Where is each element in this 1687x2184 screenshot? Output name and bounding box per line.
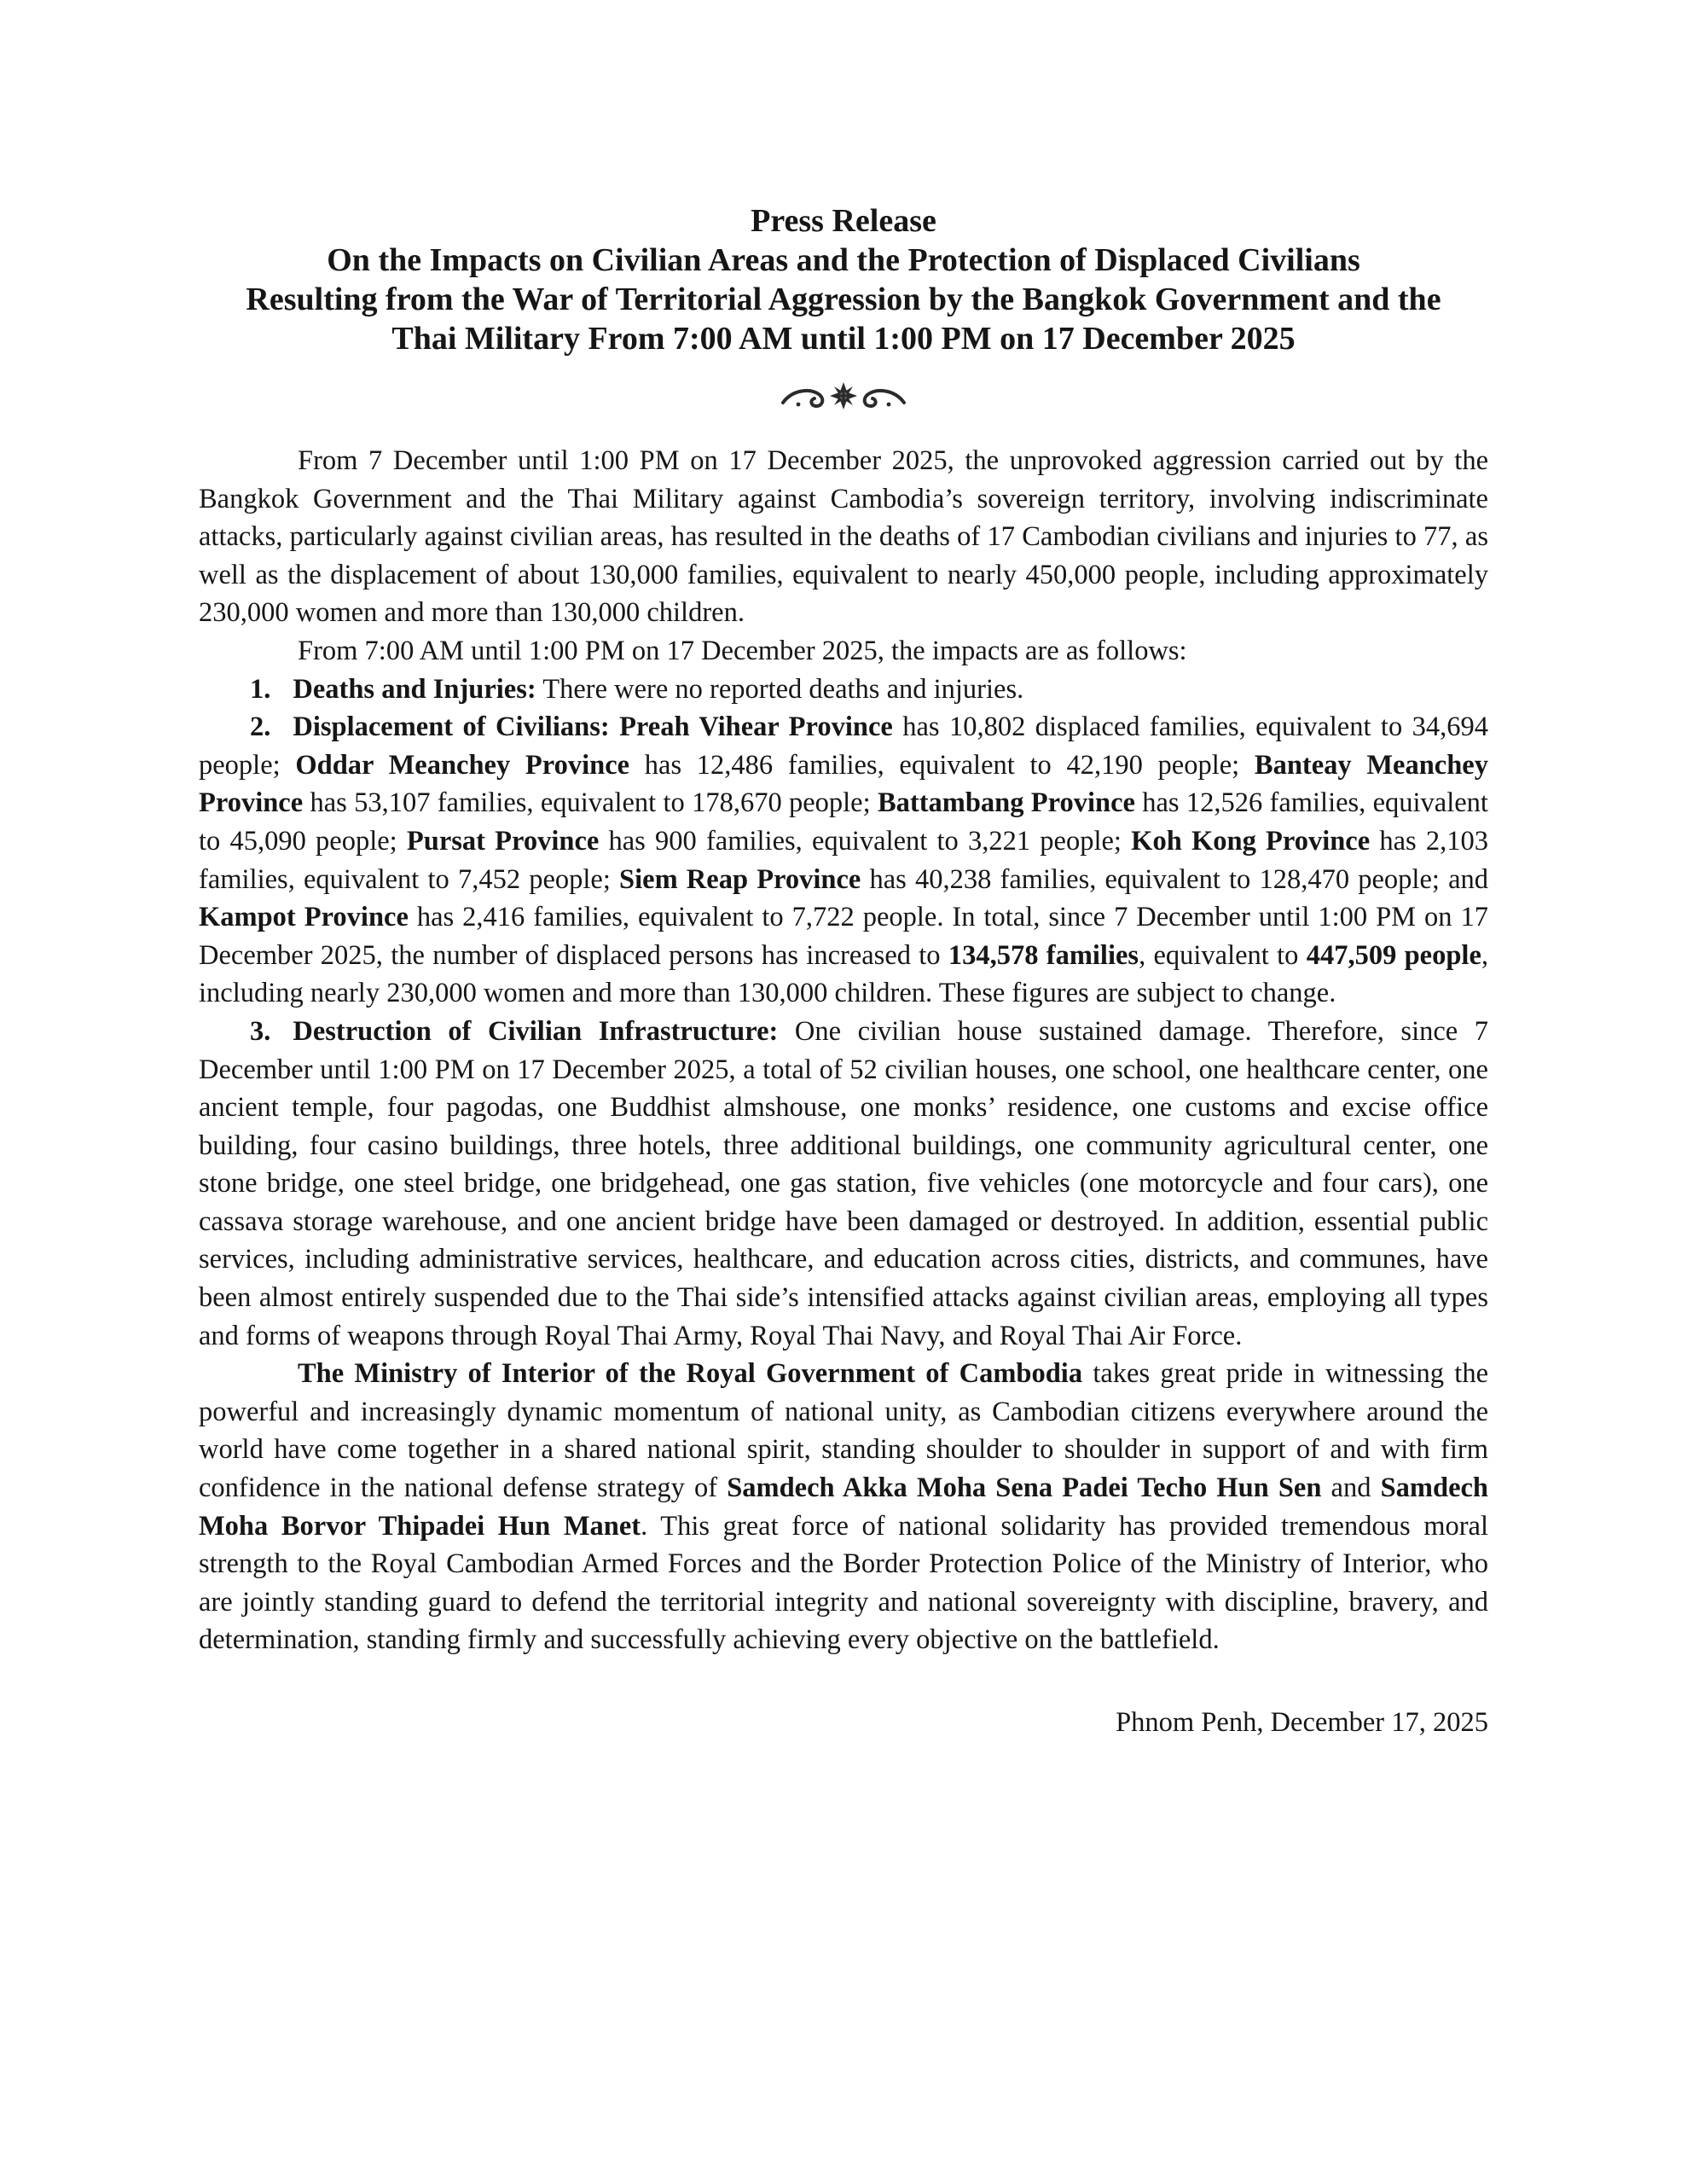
text-run: . This great force of national solidarity has provided tremendous moral strength to the Royal Cambodian Armed Forces and the Border Protection Police of the Ministry of Interior, who are jointly standing guard to defend the territorial integrity and national sovereignty with discipline, bravery, and determination, standing firmly and successfully achieving every objective on the battlefield. xyxy=(199,1510,1489,1656)
text-run: , including nearly 230,000 women and more than 130,000 children. These figures are subject to change. xyxy=(199,939,1488,1009)
text-run: There were no reported deaths and injuries. xyxy=(536,673,1024,705)
text-run: and xyxy=(1321,1472,1381,1504)
page-content xyxy=(199,0,1488,1742)
list-number: 1. xyxy=(250,673,271,705)
text-run: From 7:00 AM until 1:00 PM on 17 December 2025, the impacts are as follows: xyxy=(298,635,1187,666)
text-run: Koh Kong Province xyxy=(1131,825,1371,857)
list-item-1 xyxy=(199,671,1488,709)
text-run: has 40,238 families, equivalent to 128,470 people; and xyxy=(861,863,1488,895)
document-body xyxy=(199,442,1488,1659)
title-line-1: Press Release xyxy=(751,203,936,239)
text-run: has 900 families, equivalent to 3,221 people; xyxy=(599,825,1132,857)
text-run: The Ministry of Interior of the Royal Government of Cambodia xyxy=(298,1358,1083,1390)
title-line-3: Resulting from the War of Territorial Aggression by the Bangkok Government and the xyxy=(246,282,1441,317)
text-run: Samdech Moha Borvor Thipadei Hun Manet xyxy=(199,1472,1488,1542)
text-run: Destruction of Civilian Infrastructure: xyxy=(293,1015,779,1047)
text-run: Banteay Meanchey Province xyxy=(199,749,1488,819)
text-run: Siem Reap Province xyxy=(619,863,861,895)
text-run: , equivalent to xyxy=(1139,939,1307,971)
paragraph-2 xyxy=(199,632,1488,671)
text-run: has 12,486 families, equivalent to 42,190 people; xyxy=(629,749,1255,781)
title-line-2: On the Impacts on Civilian Areas and the Protection of Displaced Civilians xyxy=(327,242,1360,278)
title-line-4: Thai Military From 7:00 AM until 1:00 PM on 17 December 2025 xyxy=(391,321,1296,357)
paragraph-closing xyxy=(199,1355,1488,1659)
text-run: From 7 December until 1:00 PM on 17 December 2025, the unprovoked aggression carried out by the Bangkok Government and the Thai Military against Cambodia’s sovereign territory, involving indiscriminate attacks, particularly against civilian areas, has resulted in the deaths of 17 Cambodian civilians and injuries to 77, as well as the displacement of about 130,000 families, equivalent to nearly 450,000 people, including approximately 230,000 women and more than 130,000 children. xyxy=(199,445,1488,629)
text-run: Battambang Province xyxy=(877,787,1135,819)
text-run: Samdech Akka Moha Sena Padei Techo Hun Sen xyxy=(727,1472,1322,1504)
text-run: One civilian house sustained damage. Therefore, since 7 December until 1:00 PM on 17 December 2025, a total of 52 civilian houses, one school, one healthcare center, one ancient temple, four pagodas, one Buddhist almshouse, one monks’ residence, one customs and excise office building, four casino buildings, three hotels, three additional buildings, one community agricultural center, one stone bridge, one steel bridge, one bridgehead, one gas station, five vehicles (one motorcycle and four cars), one cassava storage warehouse, and one ancient bridge have been damaged or destroyed. In addition, essential public services, including administrative services, healthcare, and education across cities, districts, and communes, have been almost entirely suspended due to the Thai side’s intensified attacks against civilian areas, employing all types and forms of weapons through Royal Thai Army, Royal Thai Navy, and Royal Thai Air Force. xyxy=(199,1015,1488,1351)
list-number: 2. xyxy=(250,712,271,743)
text-run: 447,509 people xyxy=(1306,939,1481,971)
document-title xyxy=(199,201,1488,358)
text-run: has 12,526 families, equivalent to 45,090 people; xyxy=(199,787,1488,857)
floral-divider-icon xyxy=(199,379,1488,413)
text-run: has 53,107 families, equivalent to 178,670 people; xyxy=(303,787,878,819)
list-number: 3. xyxy=(250,1015,271,1047)
paragraph-1 xyxy=(199,442,1488,632)
list-item-3 xyxy=(199,1013,1488,1355)
text-run: takes great pride in witnessing the powerful and increasingly dynamic momentum of national unity, as Cambodian citizens everywhere around the world have come together in a shared national spirit, standing shoulder to shoulder in support of and with firm confidence in the national defense strategy of xyxy=(199,1358,1488,1504)
dateline: Phnom Penh, December 17, 2025 xyxy=(1116,1707,1488,1738)
text-run: Oddar Meanchey Province xyxy=(295,749,630,781)
text-run: has 10,802 displaced families, equivalent to 34,694 people; xyxy=(199,712,1488,781)
text-run: has 2,103 families, equivalent to 7,452 people; xyxy=(199,825,1489,895)
text-run: Deaths and Injuries: xyxy=(293,673,536,705)
list-item-2 xyxy=(199,708,1488,1013)
text-run: 134,578 families xyxy=(948,939,1139,971)
text-run: Displacement of Civilians: Preah Vihear Province xyxy=(293,712,893,743)
text-run: Kampot Province xyxy=(199,902,409,933)
text-run: Pursat Province xyxy=(406,825,600,857)
text-run: has 2,416 families, equivalent to 7,722 people. In total, since 7 December until 1:00 PM on 17 December 2025, the number of displaced persons has increased to xyxy=(199,902,1488,971)
